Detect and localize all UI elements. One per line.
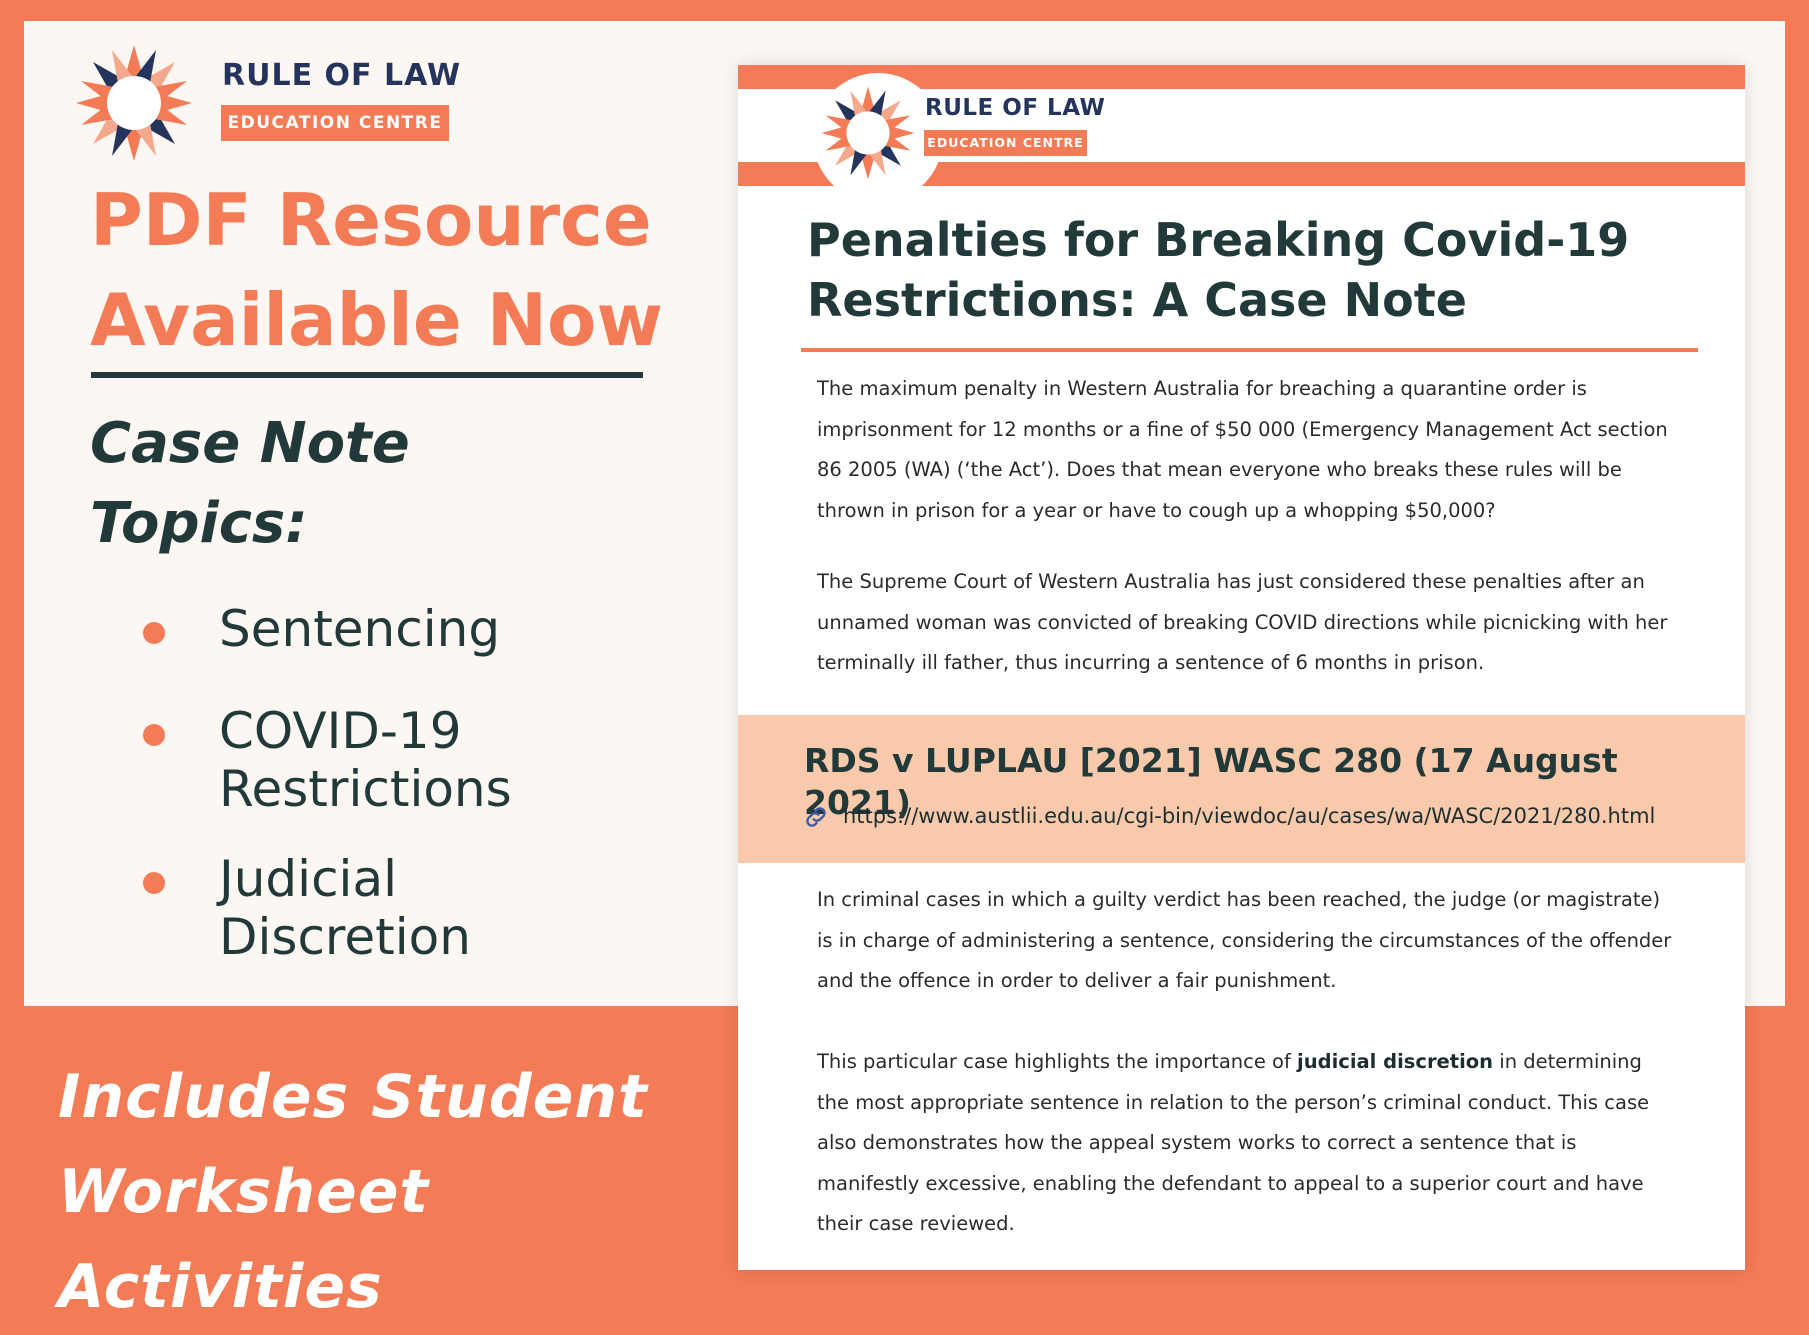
paragraph: The maximum penalty in Western Australia for breaching a quarantine order is imprisonment for 12 months or a fine of $50 000 (Emergency Management Act section 86 2005 (WA) (‘the Act’). Does that mean everyone who breaks these rules will be thrown in prison for a year or have to cough up a whopping $50,000? — [817, 377, 1668, 522]
topic-label: COVID-19 Restrictions — [219, 702, 512, 818]
document-title: Penalties for Breaking Covid-19 Restrictions: A Case Note — [807, 213, 1630, 327]
topic-label: Judicial Discretion — [219, 850, 471, 966]
headline-divider — [91, 372, 643, 378]
rule-of-law-logo-icon — [74, 38, 194, 168]
worksheet-cta: Includes Student Worksheet Activities — [58, 1062, 648, 1322]
rule-of-law-logo-icon — [820, 79, 916, 187]
bullet-dot-icon — [143, 622, 165, 644]
topics-heading: Case Note Topics: — [90, 411, 410, 556]
paragraph-text: This particular case highlights the importance of — [817, 1050, 1298, 1073]
doc-brand-subtitle-badge: EDUCATION CENTRE — [924, 130, 1087, 156]
emphasis-text: judicial discretion — [1297, 1050, 1494, 1073]
brand-subtitle-badge: EDUCATION CENTRE — [221, 105, 449, 141]
paragraph: In criminal cases in which a guilty verdict has been reached, the judge (or magistrate) is in charge of administering a sentence, considering the circumstances of the offender and the offence in order to deliver a fair punishment. — [817, 888, 1672, 992]
document-preview — [738, 65, 1745, 1270]
topic-label: Sentencing — [219, 600, 501, 658]
paragraph-text: in determining the most appropriate sentence in relation to the person’s criminal conduct. This case also demonstrates how the appeal system works to correct a sentence that is manifestly excessive, enabling the defendant to appeal to a superior court and have their case reviewed. — [817, 1050, 1650, 1235]
bullet-dot-icon — [143, 724, 165, 746]
paragraph — [817, 1042, 1677, 1245]
bullet-dot-icon — [143, 872, 165, 894]
brand-title: RULE OF LAW — [222, 58, 462, 93]
title-divider — [801, 348, 1698, 352]
link-icon[interactable] — [802, 803, 830, 831]
case-citation-title: RDS v LUPLAU [2021] WASC 280 (17 August 2021) — [804, 741, 1618, 822]
doc-brand-title: RULE OF LAW — [925, 95, 1106, 121]
paragraph: The Supreme Court of Western Australia has just considered these penalties after an unnamed woman was convicted of breaking COVID directions while picnicking with her terminally ill father, thus incurring a sentence of 6 months in prison. — [817, 570, 1668, 674]
promo-headline: PDF Resource Available Now — [90, 178, 663, 362]
case-url-link[interactable]: https://www.austlii.edu.au/cgi-bin/viewdoc/au/cases/wa/WASC/2021/280.html — [843, 804, 1656, 828]
